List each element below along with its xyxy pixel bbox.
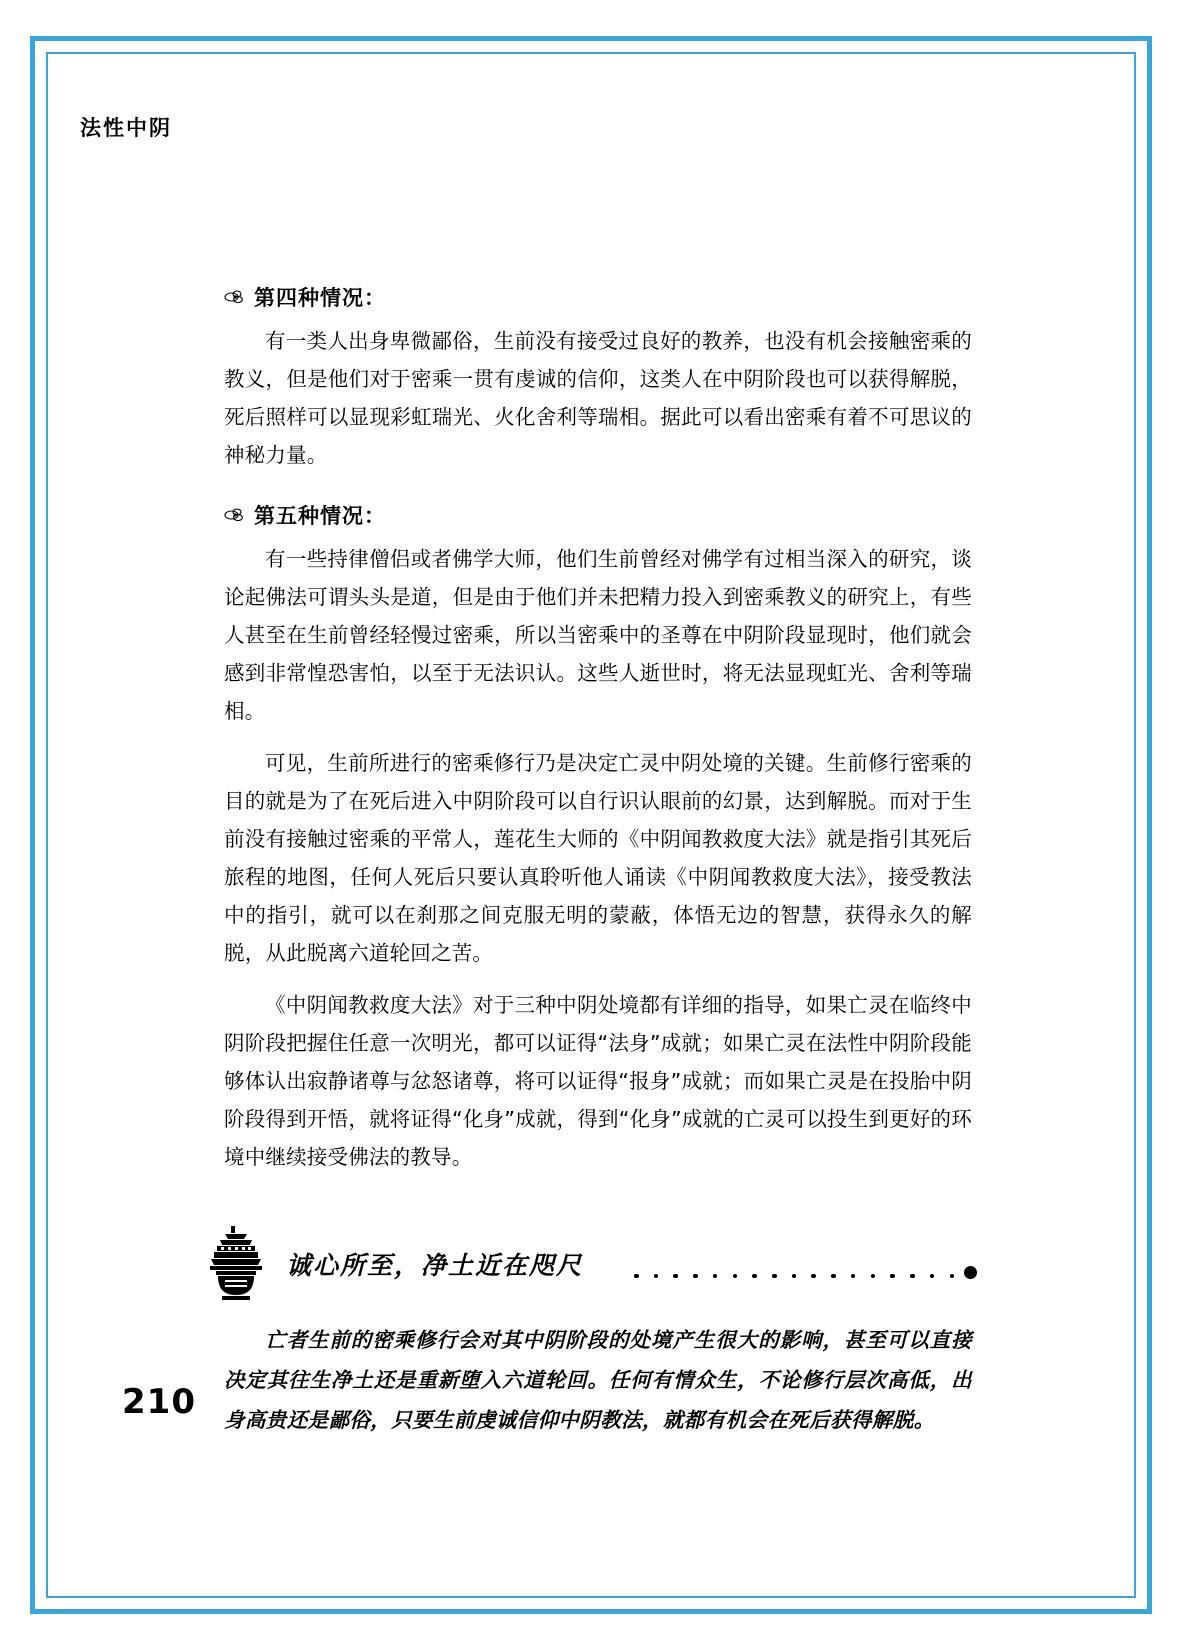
section-heading-5-label: 第五种情况：	[254, 504, 386, 528]
section-heading-4-label: 第四种情况：	[254, 286, 386, 310]
paragraph-5-3: 《中阴闻教救度大法》对于三种中阴处境都有详细的指导，如果亡灵在临终中阴阶段把握住任意一次明光，都可以证得“法身”成就；如果亡灵在法性中阴阶段能够体认出寂静诸尊与忿怒诸尊，将可以证得“报身”成就；而如果亡灵是在投胎中阴阶段得到开悟，就将证得“化身”成就，得到“化身”成就的亡灵可以投生到更好的环境中继续接受佛法的教导。	[224, 993, 972, 1169]
text-column	[224, 282, 972, 1440]
feature-divider	[224, 1224, 972, 1310]
paragraph-5-1: 有一些持律僧侣或者佛学大师，他们生前曾经对佛学有过相当深入的研究，谈论起佛法可谓头头是道，但是由于他们并未把精力投入到密乘教义的研究上，有些人甚至在生前曾经轻慢过密乘，所以当密乘中的圣尊在中阴阶段显现时，他们就会感到非常惶恐害怕，以至于无法识认。这些人逝世时，将无法显现虹光、舍利等瑞相。	[224, 547, 972, 723]
section-heading-5	[224, 500, 972, 530]
stupa-ornament-icon	[198, 1224, 274, 1302]
paragraph-4-1: 有一类人出身卑微鄙俗，生前没有接受过良好的教养，也没有机会接触密乘的教义，但是他们对于密乘一贯有虔诚的信仰，这类人在中阴阶段也可以获得解脱，死后照样可以显现彩虹瑞光、火化舍利等瑞相。据此可以看出密乘有着不可思议的神秘力量。	[224, 329, 972, 467]
paragraph-5-2: 可见，生前所进行的密乘修行乃是决定亡灵中阴处境的关键。生前修行密乘的目的就是为了在死后进入中阴阶段可以自行识认眼前的幻景，达到解脱。而对于生前没有接触过密乘的平常人，莲花生大师的《中阴闻教救度大法》就是指引其死后旅程的地图，任何人死后只要认真聆听他人诵读《中阴闻教救度大法》，接受教法中的指引，就可以在刹那之间克服无明的蒙蔽，体悟无边的智慧，获得永久的解脱，从此脱离六道轮回之苦。	[224, 751, 972, 965]
flower-bullet-icon	[224, 504, 246, 526]
running-head: 法性中阴	[80, 116, 172, 140]
flower-bullet-icon	[224, 286, 246, 308]
page-content	[76, 82, 1106, 1568]
page-number: 210	[122, 1382, 196, 1422]
feature-title: 诚心所至，净土近在咫尺	[286, 1251, 584, 1280]
dot-leader	[634, 1271, 954, 1281]
feature-paragraph: 亡者生前的密乘修行会对其中阴阶段的处境产生很大的影响，甚至可以直接决定其往生净土还是重新堕入六道轮回。任何有情众生，不论修行层次高低，出身高贵还是鄙俗，只要生前虔诚信仰中阴教法，就都有机会在死后获得解脱。	[224, 1328, 972, 1432]
section-heading-4	[224, 282, 972, 312]
dot-leader-end-bullet	[964, 1266, 977, 1279]
